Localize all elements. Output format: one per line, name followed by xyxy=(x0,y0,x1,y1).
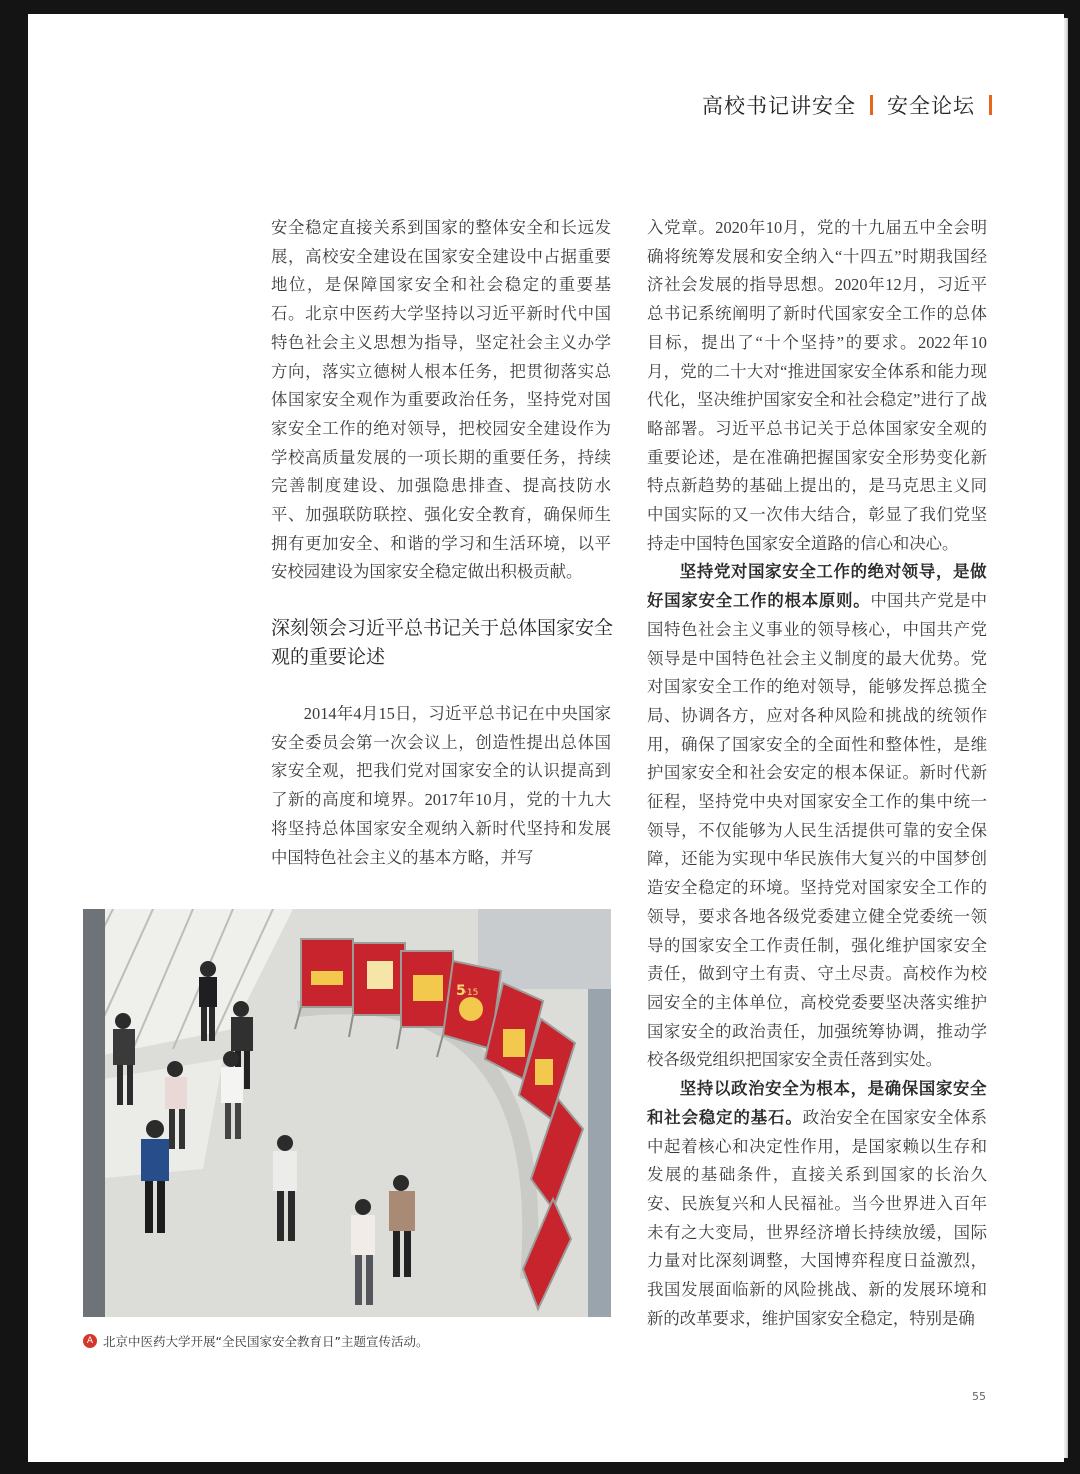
continuation-paragraph: 入党章。2020年10月，党的十九届五中全会明确将统筹发展和安全纳入“十四五”时期我国经济社会发展的指导思想。2020年12月，习近平总书记系统阐明了新时代国家安全工作的总体目标，提出了“十个坚持”的要求。2022年10月，党的二十大对“推进国家安全体系和能力现代化，坚决维护国家安全和社会稳定”进行了战略部署。习近平总书记关于总体国家安全观的重要论述，是在准确把握国家安全形势变化新特点新趋势的基础上提出的，是马克思主义同中国实际的又一次伟大结合，彰显了我们党坚持走中国特色国家安全道路的信心和决心。 xyxy=(647,218,987,553)
political-lead: 坚持以政治安全为根本，是确保国家安全和社会稳定的基石。 xyxy=(647,1079,987,1127)
leadership-paragraph xyxy=(647,558,987,1075)
left-column-intro xyxy=(271,214,611,587)
magazine-page xyxy=(28,14,1064,1462)
event-photo xyxy=(83,909,611,1317)
poster-accent-6 xyxy=(535,1059,553,1085)
header-end-bar xyxy=(989,95,992,115)
poster-date: ·15 xyxy=(464,988,479,998)
header-divider xyxy=(870,95,873,115)
poster-number: 5 xyxy=(456,983,466,999)
leadership-lead: 坚持党对国家安全工作的绝对领导，是做好国家安全工作的根本原则。 xyxy=(647,562,987,611)
right-column xyxy=(647,214,987,1333)
intro-paragraph: 安全稳定直接关系到国家的整体安全和长远发展，高校安全建设在国家安全建设中占据重要地位，是保障国家安全和社会稳定的重要基石。北京中医药大学坚持以习近平新时代中国特色社会主义思想为指导，坚定社会主义办学方向，落实立德树人根本任务，把贯彻落实总体国家安全观作为重要政治任务，坚持党对国家安全工作的绝对领导，把校园安全建设作为学校高质量发展的一项长期的重要任务，持续完善制度建设、加强隐患排查、提高技防水平、加强联防联控、强化安全教育，确保师生拥有更加安全、和谐的学习和生活环境，以平安校园建设为国家安全稳定做出积极贡献。 xyxy=(271,218,611,582)
poster-accent-2 xyxy=(367,961,393,989)
political-body: 政治安全在国家安全体系中起着核心和决定性作用，是国家赖以生存和发展的基础条件，直接关系到国家的长治久安、民族复兴和人民福祉。当今世界进入百年未有之大变局，世界经济增长持续放缓，国际力量对比深刻调整，大国博弈程度日益激烈，我国发展面临新的风险挑战、新的发展环境和新的改革要求，维护国家安全稳定，特别是确 xyxy=(647,1107,988,1328)
poster-flower-icon xyxy=(459,997,483,1021)
photo-caption xyxy=(83,1332,623,1350)
wall-pillar xyxy=(83,909,105,1317)
column-title: 高校书记讲安全 xyxy=(702,94,856,118)
left-column-history xyxy=(271,700,611,872)
section-heading: 深刻领会习近平总书记关于总体国家安全观的重要论述 xyxy=(271,617,614,668)
caption-marker-icon: A xyxy=(83,1334,97,1348)
leadership-body: 中国共产党是中国特色社会主义事业的领导核心，中国共产党领导是中国特色社会主义制度的最大优势。党对国家安全工作的绝对领导，能够发挥总揽全局、协调各方，应对各种风险和挑战的统领作用，确保了国家安全的全面性和整体性，是维护国家安全和社会安定的根本保证。新时代新征程，坚持党中央对国家安全工作的集中统一领导，不仅能够为人民生活提供可靠的安全保障，还能为实现中华民族伟大复兴的中国梦创造安全稳定的环境。坚持党对国家安全工作的领导，要求各地各级党委建立健全党委统一领导的国家安全工作责任制，强化维护国家安全责任，做到守土有责、守土尽责。高校作为校园安全的主体单位，高校党委要坚决落实维护国家安全的政治责任，加强统筹协调，推动学校各级党组织把国家安全责任落到实处。 xyxy=(647,591,987,1070)
poster-accent-5 xyxy=(503,1029,525,1057)
section-title: 安全论坛 xyxy=(887,94,975,118)
poster-accent-3 xyxy=(413,975,443,1001)
history-paragraph: 2014年4月15日，习近平总书记在中央国家安全委员会第一次会议上，创造性提出总体国家安全观，把我们党对国家安全的认识提高到了新的高度和境界。2017年10月，党的十九大将坚持总体国家安全观纳入新时代坚持和发展中国特色社会主义的基本方略，并写 xyxy=(271,704,611,867)
running-header xyxy=(702,90,992,120)
event-photo-illustration xyxy=(83,909,611,1317)
page-number: 55 xyxy=(972,1390,986,1403)
right-wall xyxy=(588,959,611,1317)
caption-text: 北京中医药大学开展“全民国家安全教育日”主题宣传活动。 xyxy=(103,1334,429,1349)
poster-accent-1 xyxy=(311,971,343,985)
political-paragraph xyxy=(647,1075,987,1333)
